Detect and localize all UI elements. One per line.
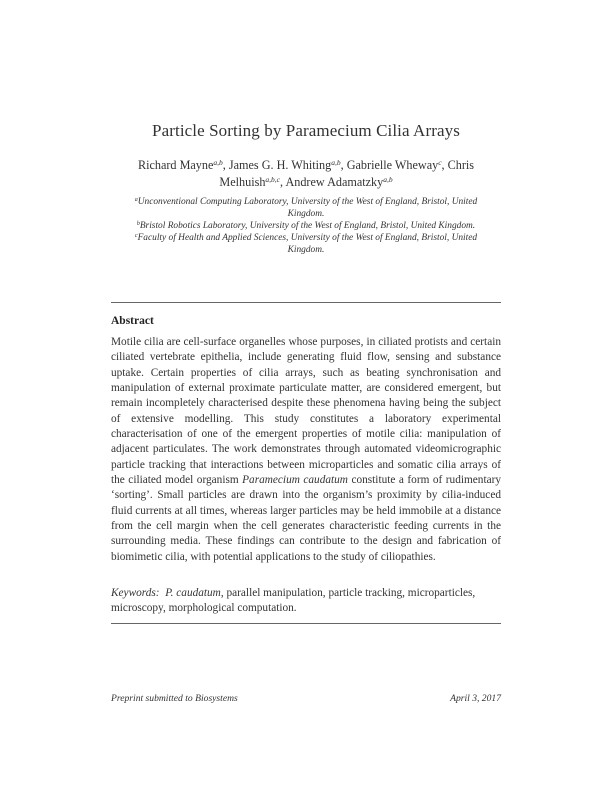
- abstract-text-part: constitute a form of rudimentary ‘sorting’. Small particles are drawn into the organism’s proximity by cilia-induced fluid currents at all times, whereas larger particles may be held immobile at a distance from the cell margin when the cell generates characteristic feeding currents in the surrounding media. These findings can contribute to the design and fabrication of biomimetic cilia, with potential applications to the study of ciliopathies.: [111, 474, 502, 563]
- author-name: James G. H. Whiting: [228, 158, 332, 172]
- author: [229, 158, 347, 172]
- paper-title: Particle Sorting by Paramecium Cilia Arrays: [152, 121, 460, 140]
- abstract-species-name: Paramecium caudatum: [242, 474, 348, 487]
- affiliation-mark: c: [134, 233, 138, 239]
- affiliation-mark: b: [136, 221, 140, 227]
- abstract-heading: Abstract: [111, 315, 154, 327]
- affiliation-text: Unconventional Computing Laboratory, University of the West of England, Bristol, United Kingdom.: [137, 197, 478, 219]
- author-name: Richard Mayne: [137, 158, 214, 172]
- abstract-body: [111, 335, 501, 565]
- author-affil-marks: a,b,c: [265, 175, 281, 184]
- keywords-label: Keywords:: [111, 587, 160, 599]
- author-affil-marks: c: [438, 158, 442, 167]
- author-name: Chris Melhuish: [219, 158, 475, 189]
- author-list: [118, 157, 494, 191]
- footer-date: April 3, 2017: [450, 693, 501, 704]
- keywords: [111, 586, 501, 617]
- author: [138, 158, 229, 172]
- author-separator: ,: [340, 158, 347, 172]
- author: [347, 158, 448, 172]
- author-separator: ,: [280, 175, 286, 189]
- author-name: Gabrielle Wheway: [346, 158, 439, 172]
- abstract-bottom-rule: [111, 623, 501, 624]
- affiliation-text: Bristol Robotics Laboratory, University of the West of England, Bristol, United Kingdom.: [139, 221, 476, 231]
- author: [285, 175, 392, 189]
- affiliation: [118, 196, 494, 220]
- author-separator: ,: [441, 158, 448, 172]
- abstract-top-rule: [111, 302, 501, 303]
- author-separator: ,: [222, 158, 229, 172]
- affiliation-list: [118, 196, 494, 256]
- abstract-text-part: Motile cilia are cell-surface organelles whose purposes, in ciliated protists and certain ciliated vertebrate epithelia, include generating fluid flow, sensing and substance uptake. Certain properties of cilia arrays, such as beating synchronisation and manipulation of external proximate particulate matter, are considered emergent, but remain incompletely characterised despite these phenomena having being the subject of extensive modelling. This study constitutes a laboratory experimental characterisation of one of the emergent properties of motile cilia: manipulation of adjacent particulates. The work demonstrates through automated videomicrographic particle tracking that interactions between microparticles and somatic cilia arrays of the ciliated model organism: [111, 336, 501, 487]
- keywords-species: P. caudatum: [165, 587, 221, 599]
- affiliation-mark: a: [134, 197, 138, 203]
- footer-journal: Preprint submitted to Biosystems: [111, 693, 238, 704]
- keywords-rest: , parallel manipulation, particle tracking, microparticles, microscopy, morphological computation.: [111, 587, 476, 615]
- author-name: Andrew Adamatzky: [285, 175, 384, 189]
- author-affil-marks: a,b: [383, 175, 393, 184]
- author-affil-marks: a,b: [213, 158, 223, 167]
- affiliation: [118, 232, 494, 256]
- affiliation-text: Faculty of Health and Applied Sciences, University of the West of England, Bristol, United Kingdom.: [137, 233, 478, 255]
- author-affil-marks: a,b: [331, 158, 341, 167]
- affiliation: [118, 220, 494, 232]
